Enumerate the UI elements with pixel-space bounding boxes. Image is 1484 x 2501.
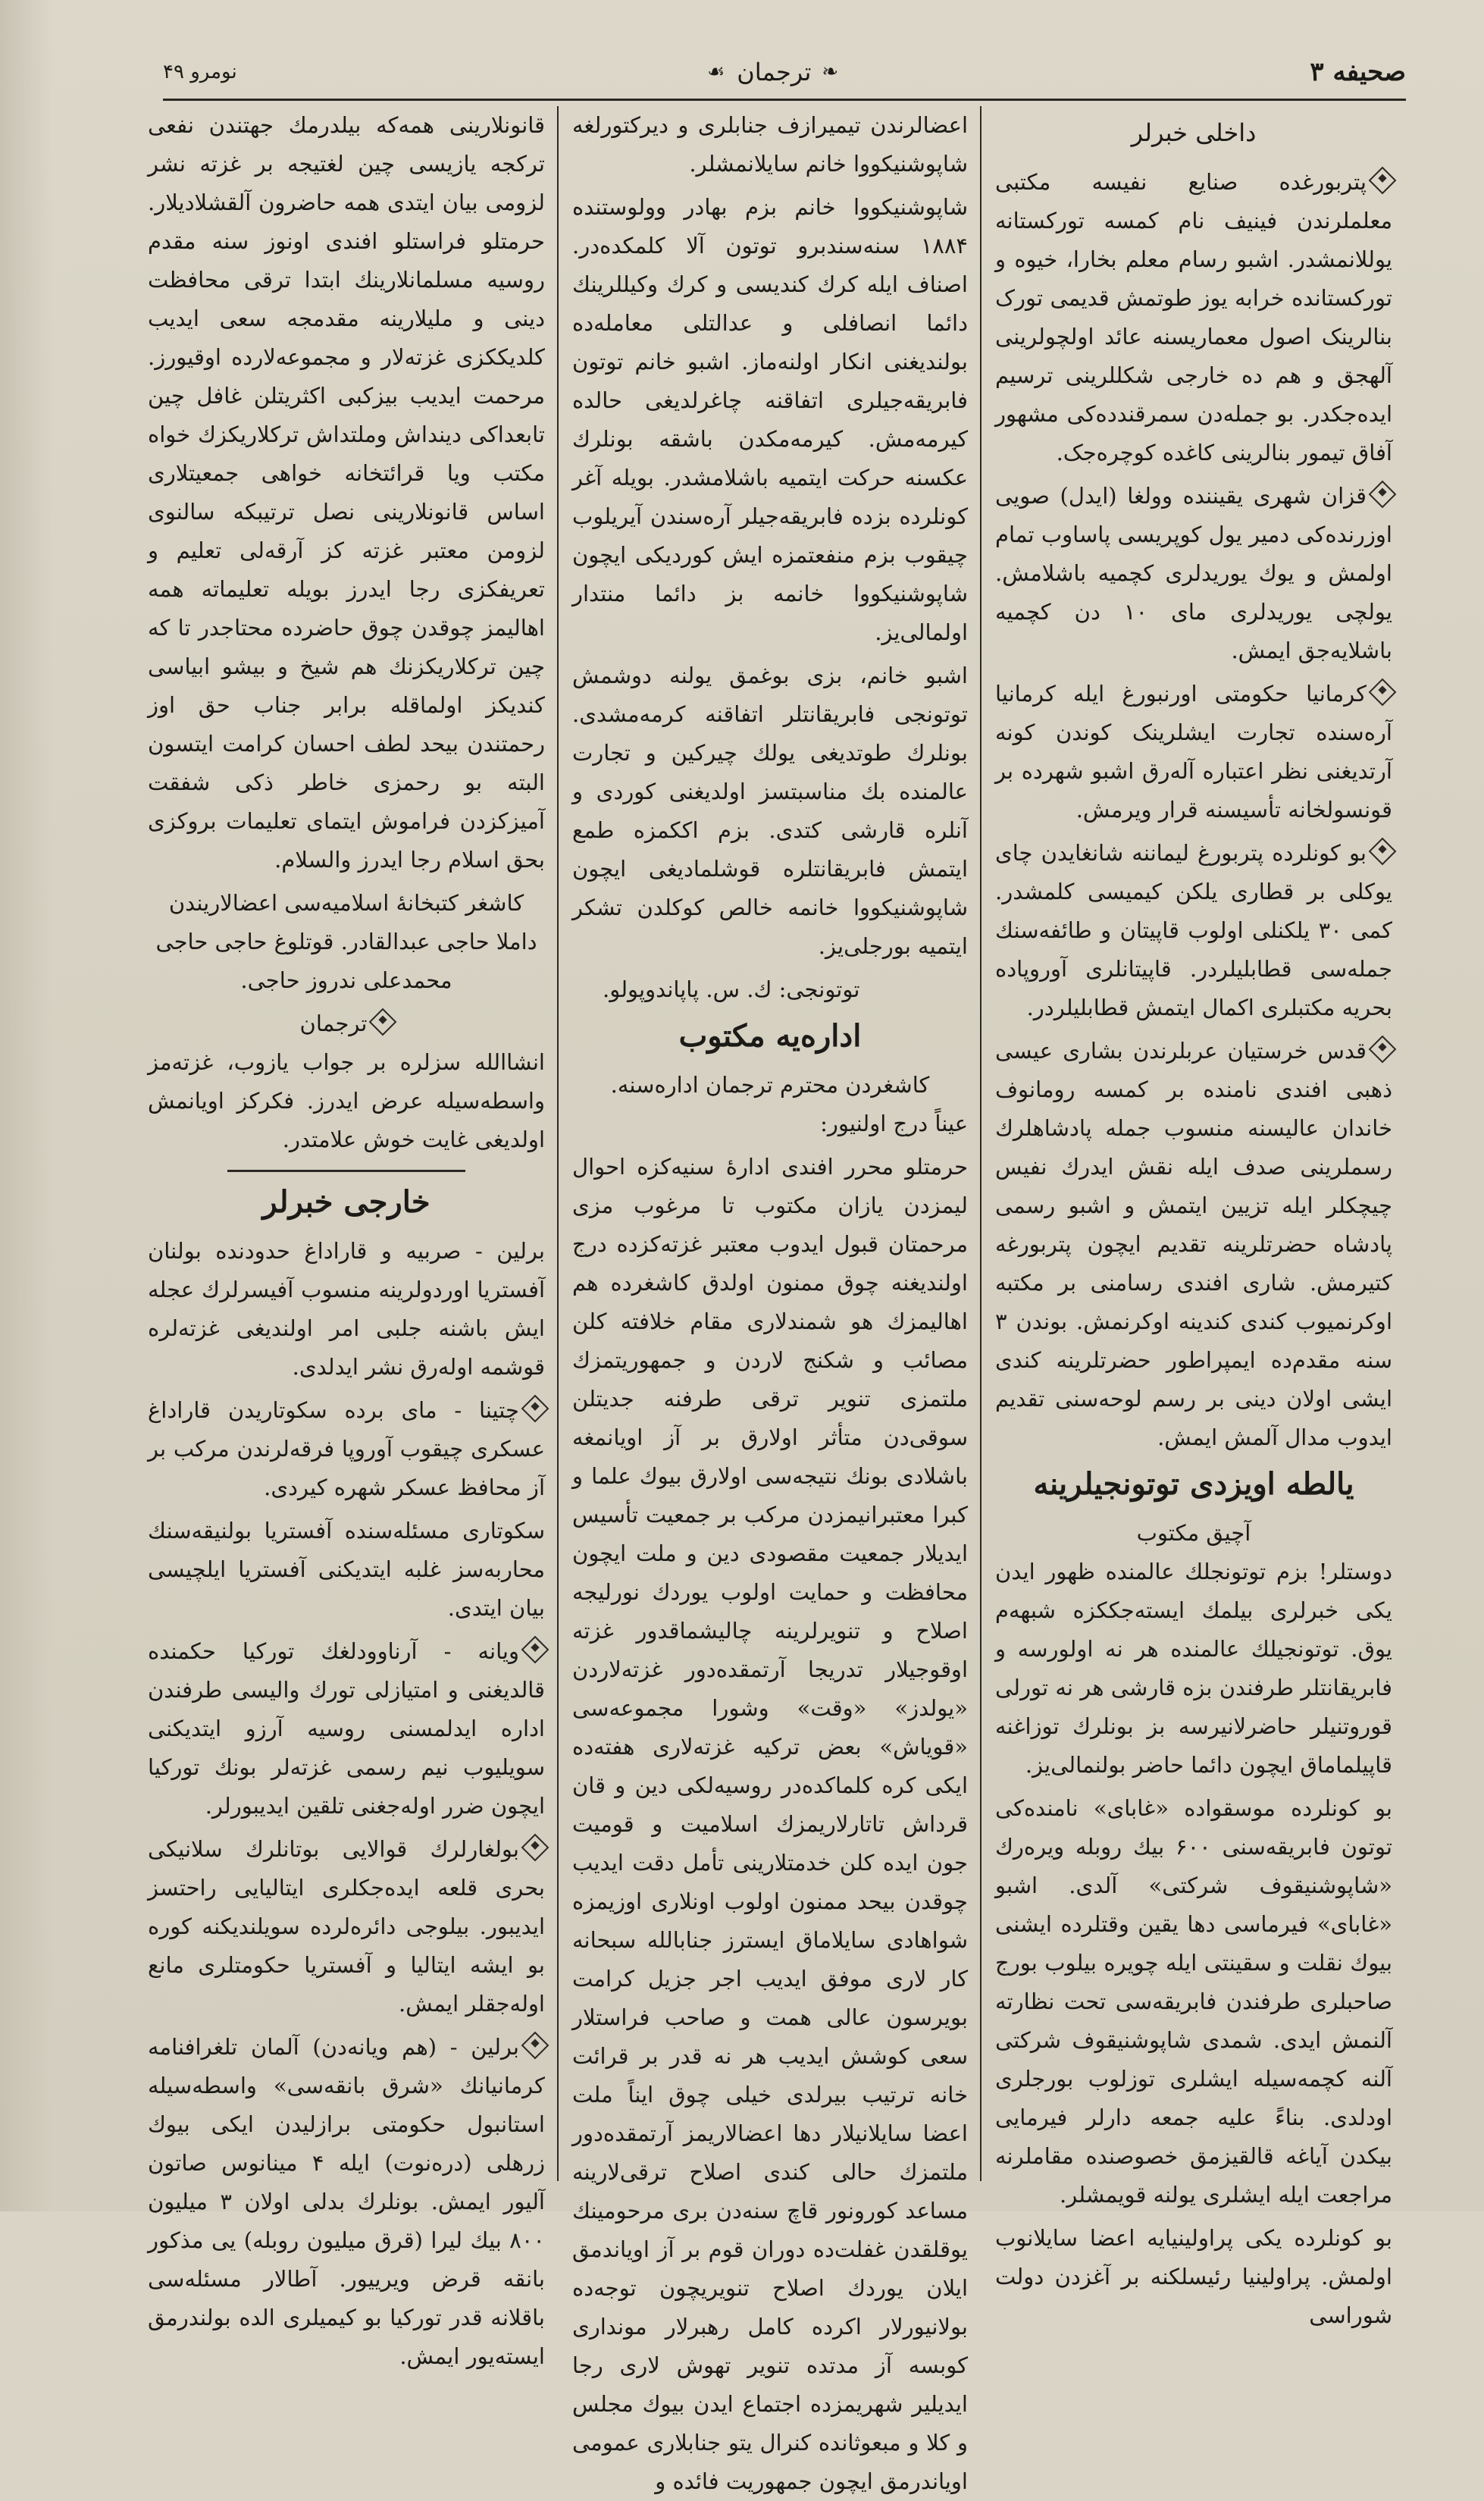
news-item: قزان شهری یقیننده وولغا (ایدل) صویی اوزرنده‌کی دمیر یول کوپریسی پاساوب تمام اولمش و یوك یوریدلری کچمیه باشلامش. یولچی یوریدلری مای ۱۰ دن کچمیه باشلایه‌جق ایمش. [995,477,1392,670]
page-number: صحيفه ٣ [1310,57,1406,87]
article-paragraph: اعضالرندن تیمیرازف جنابلری و دیرکتورلغه شاپوشنیکووا خانم سایلانمشلر. [572,112,968,177]
section-heading: داخلی خبرلر [1131,118,1257,147]
diamond-bullet-icon [521,2032,549,2060]
section-heading: اداره‌یه مکتوب [678,1018,862,1054]
diamond-bullet-icon [1369,167,1397,195]
news-item: بو کونلرده پتربورغ لیماننه شانغایدن چای یوکلی بر قطاری یلکن کیمیسی کلمشدر. کمی ۳۰ یلکنلی اولوب قاپیتان و طائفه‌سنك جمله‌سی قطابلیلردر. قاپیتانلری آوروپاده بحریه مکتبلری اکمال ایتمش قطابلیلردر. [995,834,1392,1027]
ornament-icon: ☙ [706,61,727,83]
diamond-bullet-icon [521,1834,549,1862]
signature: توتونجی: ك. س. پاپاندوپولو. [603,976,860,1002]
diamond-bullet-icon [1369,838,1397,866]
column-foreign-news [134,106,559,2369]
article-paragraph: شاپوشنیکووا خانم بزم بهادر وولوستنده ۱۸۸۴ سنه‌سندبرو توتون آلا کلمکده‌در. اصناف ایله کرك کندیسی و کرك وکیللرینك دائما انصافلی و عدالتلی معامله‌ده بولندیغنی انکار اولنه‌ماز. اشبو خانم توتون فابریقه‌جیلری اتفاقنه چاغرلدیغی حالده کیرمه‌مش. کیرمه‌مکدن باشقه بونلرك عکسنه حرکت ایتمیه باشلامشدر. بویله آغر کونلرده بزده فابریقه‌جیلر آره‌سندن آیریلوب چیقوب بزم منفعتمزه ایش کوردیکی ایچون شاپوشنیکووا خانمه بز دائما منتدار اولمالی‌یز. [572,194,968,645]
diamond-bullet-icon [521,1636,549,1664]
editor-note: انشاالله سزلره بر جواب یازوب، غزته‌مز واسطه‌سیله عرض ایدرز. فکرکز اویانمش اولدیغی غایت خوش علامتدر. [148,1049,545,1152]
news-item: قدس خرستیان عربلرندن بشاری عیسی ذهبی افندی نامنده بر کمسه رومانوف خاندان عالیسنه منسوب جمله پادشاهلرك رسملرینی صدف ایله نقش ایدرك نفیس چیچکلر ایله تزیین ایتمش و اشبو رسمی پادشاه حضرتلرینه تقدیم ایچون پتربورغه کتیرمش. شاری افندی رسامنی بر مکتبه اوکرنمیوب کندی کندینه اوکرنمش. بوندن ۳ سنه مقدم‌ده ایمپراطور حضرتلرینه کندی ایشی اولان دینی بر رسم لوحه‌سنی تقدیم ایدوب مدال آلمش ایمش. [995,1032,1392,1457]
editor-label: ترجمان [148,1004,545,1043]
editorial-note: عیناً درج اولنیور: [820,1111,968,1136]
scan-shadow-edge [0,0,53,2211]
section-heading: خارجی خبرلر [262,1184,430,1220]
letter-paragraph: حرمتلو محرر افندی ادارهٔ سنیه‌کزه احوال لیمزدن یازان مکتوب تا مرغوب مزی مرحمتان قبول ایدوب معتبر غزته‌کزده درج اولندیغنه چوق ممنون اولدق کاشغرده هم اهالیمزك هو شمندلاری مقام خلافته کلن مصائب و شکنج لاردن و جمهوریتمزك ملتمزی تنویر ترقی طرفنه جدیتلن سوقی‌دن متأثر اولارق بر آز اویانمغه باشلادی بونك نتیجه‌سی اولارق بیوك علما و کبرا معتبرانیمزدن مرکب بر جمعیت تأسیس ایدیلار جمعیت مقصودی دین و ملت ایچون محافظت و حمایت اولوب یوردك نورلیجه اصلاح و تنویرلرینه چالیشماقدور غزته اوقوجیلار تدریجا آرتمقده‌دور غزته‌لاردن «یولدز» «وقت» وشورا مجموعه‌سی «قویاش» بعض ترکیه غزته‌لاری هفته‌ده ایکی کره کلماکده‌در روسیه‌لکی دین و قان قرداش تاتارلاریمزك اسلامیت و قومیت جون ایده کلن خدمتلارینی تأمل دقت ایدیب چوقدن بیحد ممنون اولوب اونلاری اوزیمزه شواهادی سایلاماق ایسترز جنابالله سبحانه کار لاری موفق ایدیب اجر جزیل کرامت بویرسون عالی همت و صاحب فراستلار سعی کوشش ایدیب هر نه قدر بر قرائت خانه ترتیب بیرلدی خیلی چوق ایناً ملت اعضا سایلانیلار دها اعضالاریمز آرتمقده‌دور ملتمزك حالی کندی اصلاح ترقی‌لارینه مساعد کورونور قاچ سنه‌دن بری مرحومینك یوقلقدن غفلت‌ده دوران قوم بر آز اویاندمق ایلان یوردك اصلاح تنویریچون توجه‌ده بولانیورلار اکرده کامل رهبرلار مونداری کوبسه آز مدتده تنویر تهوش لاری رجا ایدیلیر شهریمزده اجتماع ایدن بیوك مجلس و کلا و مبعوثانده کنرال یتو جنابلاری عمومی اویاندرمق ایچون جمهوریت فائده و [572,1154,968,2494]
news-item: ویانه - آرناوودلغك تورکیا حکمنده قالدیغنی و امتیازلی تورك والیسی طرفندن اداره ایدلمسنی روسیه آرزو ایتدیکنی سویلیوب نیم رسمی غزته‌لر بونك تورکیا ایچون ضرر اوله‌جغنی تلقین ایدیبورلر. [148,1632,545,1826]
article-paragraph: اشبو خانم، بزی بوغمق یولنه دوشمش توتونجی فابریقانتلر اتفاقنه کرمه‌مشدی. بونلرك طوتدیغی یولك چیرکین و تجارت عالمنده بك مناسبتسز اولدیغنی کوردی و آنلره قارشی کتدی. بزم اککمزه طمع ایتمش فابریقانتلره قوشلمادیغی ایچون شاپوشنیکووا خانمه خالص کوکلدن تشکر ایتمیه بورجلی‌یز. [572,663,968,959]
diamond-bullet-icon [1369,679,1397,707]
letter-paragraph: قانونلارینی همه‌که بیلدرمك جهتندن نفعی ترکجه یازیسی چین لغتیجه بر غزته نشر لزومی بیان ایتدی همه حاضرون آلقشلادیلار. حرمتلو فراستلو افندی اونوز سنه مقدم روسیه مسلمانلارینك ابتدا ترقی محافظت دینی و ملیلارینه مقدمجه سعی ایدیب کلدیککزی غزته‌لار و مجموعه‌لارده اوقیورز. مرحمت ایدیب بیزکبی اکثریتلن غافل چین تابعداکی دینداش وملتداش ترکلاریکزك خواه مکتب ویا قرائتخانه خواهی جمعیتلاری اساس قانونلارینی نصل ترتیبکه سالنوی لزومن معتبر غزته کز آرقه‌لی تعلیم و تعریفکزی رجا ایدرز بویله تعلیماته همه اهالیمز چوقدن چوق حاضرده محتاجدر تا که چین ترکلاریکزنك هم شیخ و بیشو ابیاسی کندیکز اولماقله برابر جناب حق اوز رحمتندن بیحد لطف احسان کرامت ایتسون البته بو رحمزی خاطر ذکی شفقت آمیزکزدن فراموش ایتمای تعلیمات بروکزی بحق اسلام رجا ایدرز والسلام. [148,112,545,873]
news-item: برلین - صربیه و قاراداغ حدودنده بولنان آفستریا اوردولرینه منسوب آفیسرلرك عجله ایش باشنه جلبی امر اولندیغی غزته‌لره قوشمه اولەرق نشر ایدلدی. [148,1238,545,1380]
page-header [163,45,1406,101]
news-item: پتربورغده صنایع نفیسه مکتبی معلملرندن فینیف نام کمسه تورکستانه یوللانمشدر. اشبو رسام معلم بخارا، خیوه و تورکستانده خرابه یوز طوتمش قدیمی تورک بنالرینک اصول معماریسنه عائد اولچولرینی آلهجق و هم ده خارجی شکللرینی ترسیم ایده‌جکدر. بو جمله‌دن سمرقندده‌کی مشهور آفاق تیمور بنالرینی کاغده کوچره‌جک. [995,163,1392,472]
ornament-icon: ❧ [822,61,841,83]
news-item: بولغارلرك قوالایی بوتانلرك سلانیکی بحری قلعه ایده‌جکلری ایتالیایی راحتسز ایدیبور. بیلوجی دائره‌لرده سویلندیکنه کوره بو ایشه ایتالیا و آفستریا حکومتلری مانع اوله‌جقلر ایمش. [148,1830,545,2023]
newspaper-title-text: ترجمان [737,58,812,86]
column-domestic-news [982,106,1406,2328]
news-item: کرمانیا حکومتی اورنبورغ ایله کرمانیا آره‌سنده تجارت ایشلرینک کوندن کونه آرتدیغنی نظر اعتباره آله‌رق اشبو شهرده بر قونسولخانه تأسیسنه قرار ویرمش. [995,675,1392,829]
news-item: برلین - (هم ویانه‌دن) آلمان تلغرافنامه کرمانیانك «شرق بانقه‌سی» واسطه‌سیله استانبول حکومتی برازلیدن ایکی بیوك زرهلی (درەنوت) ایله ۴ مینانوس صاتون آلیور ایمش. بونلرك بدلی اولان ۳ میلیون ۸۰۰ بیك لیرا (قرق میلیون روبله) یی مذکور بانقه قرض ویرییور. آطالار مسئله‌سی باقلانه قدر تورکیا بو کیمیلری الده بولندرمق ایسته‌یور ایمش. [148,2028,545,2376]
letter-address: کاشغردن محترم ترجمان اداره‌سنه. [610,1072,930,1098]
news-item: سکوتاری مسئله‌سنده آفستریا بولنیقه‌سنك محاربه‌سز غلبه ایتدیکنی آفستریا ایلچیسی بیان ایتدی. [148,1518,545,1621]
letter-signature: کاشغر کتبخانهٔ اسلامیه‌سی اعضالاریندن داملا حاجی عبدالقادر. قوتلوغ حاجی حاجی محمدعلی ندروز حاجی. [155,890,537,993]
diamond-bullet-icon [521,1395,549,1423]
diamond-bullet-icon [369,1008,397,1036]
letter-subheading: آچیق مکتوب [1136,1520,1251,1546]
letter-paragraph: دوستلر! بزم توتونجلك عالمنده ظهور ایدن یکی خبرلری بیلمك ایسته‌جککزه شبهه‌م یوق. توتونجیلك عالمنده هر نه اولورسه و فابریقانتلر طرفندن بزه قارشی هر نه تورلی قوروتنیلر حاضرلانیرسه بز بونلرك توزاغنه قاپیلماماق ایچون دائما حاضر بولنمالی‌یز. [995,1559,1392,1778]
newspaper-title [707,58,840,86]
column-letters [559,106,982,2494]
section-heading: یالطه اویزدی توتونجیلرینه [1033,1466,1354,1502]
news-item: چتینا - مای برده سکوتاریدن قاراداغ عسکری چیقوب آوروپا فرقەلرندن مرکب بر آز محافظ عسکر شهره کیردی. [148,1391,545,1507]
diamond-bullet-icon [1369,481,1397,509]
letter-paragraph: بو کونلرده یکی پراولینیایه اعضا سایلانوب اولمش. پراولینیا رئیسلکنه بر آغزدن دولت شوراسی [995,2225,1392,2328]
letter-paragraph: بو کونلرده موسقواده «غابای» نامنده‌کی توتون فابریقه‌سنی ۶۰۰ بیك روبله ویره‌رك «شاپوشنیقوف شرکتی» آلدی. اشبو «غابای» فیرماسی دها یقین وقتلرده ایشنی بیوك نقلت و سقینتی ایله چویره بیلوب بورج صاحبلری طرفندن فابریقه‌سی تحت نظارته آلنمش ایدی. شمدی شاپوشنیقوف شرکتی آلنه کچمه‌سیله ایشلری توزلوب بورجلری اودلدی. بناءً علیه جمعه دارلر فیرمایی بیکدن آیاغه قالقیزمق خصوصنده مقاملرنه مراجعت ایله ایشلری یولنه قویمشلر. [995,1795,1392,2208]
section-divider [227,1170,465,1172]
issue-number: نومرو ۴۹ [163,61,237,83]
diamond-bullet-icon [1369,1036,1397,1064]
